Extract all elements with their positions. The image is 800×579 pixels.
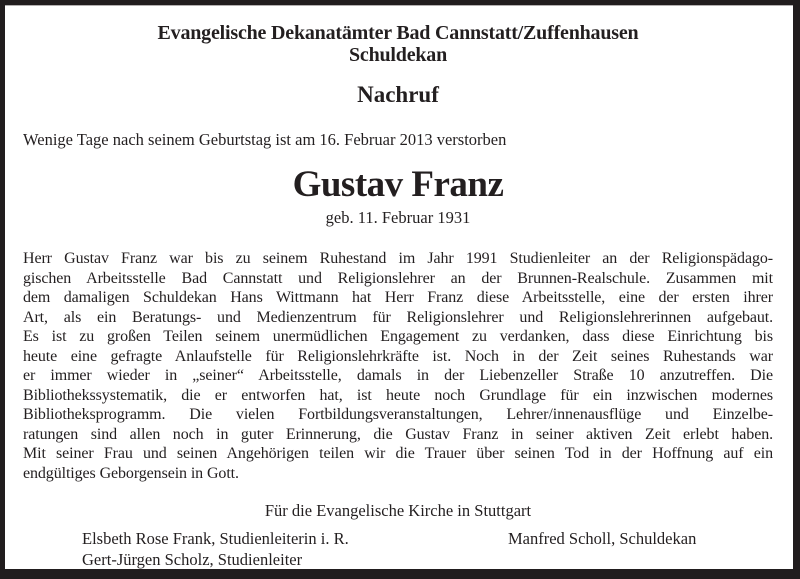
obituary-line: ratungen sind allen noch in guter Erinnerung, die Gustav Franz in seiner aktiven Zeit erlebt haben. [23, 425, 773, 443]
signature-column-right [508, 528, 696, 549]
signature-line: Manfred Scholl, Schuldekan [508, 529, 697, 548]
obituary-body [23, 249, 773, 483]
deceased-name: Gustav Franz [292, 164, 504, 205]
obituary-notice [5, 5, 793, 569]
obituary-line: er immer wieder in „seiner“ Arbeitsstelle, damals in der Liebenzeller Straße 10 anzutreffen. Die [23, 367, 773, 384]
obituary-line: dem damaligen Schuldekan Hans Wittmann hat Herr Franz diese Arbeitsstelle, eine der ersten ihrer [23, 289, 773, 306]
birth-date: geb. 11. Februar 1931 [325, 208, 471, 227]
obituary-line: Art, als ein Beratungs- und Medienzentrum für Religionslehrer und Religionslehrerinnen aufgebaut. [23, 308, 773, 326]
obituary-line: Es ist zu großen Teilen seinem unermüdlichen Engagement zu verdanken, dass diese Einrichtung bis [23, 328, 773, 345]
obituary-line: heute eine gefragte Anlaufstelle für Religionslehrkräfte ist. Noch in der Zeit seines Ruhestands war [23, 347, 773, 365]
obituary-line: gischen Arbeitsstelle Bad Cannstatt und Religionslehrer an der Brunnen-Realschule. Zusammen mit [23, 269, 773, 287]
obituary-line: Bibliothekssystematik, die er entworfen hat, ist heute noch Grundlage für ein inzwischen modernes [23, 386, 773, 404]
organization-line-1: Evangelische Dekanatämter Bad Cannstatt/Zuffenhausen [157, 22, 639, 44]
signature-line: Gert-Jürgen Scholz, Studienleiter [82, 550, 303, 569]
signature-line: Elsbeth Rose Frank, Studienleiterin i. R. [82, 529, 349, 548]
obituary-line: Bibliotheksprogramm. Die vielen Fortbildungsveranstaltungen, Lehrer/innenausflüge und Einzelbe- [23, 406, 773, 423]
obituary-line: Mit seiner Frau und seinen Angehörigen teilen wir die Trauer über seinen Tod in der Hoffnung auf ein [23, 445, 773, 462]
intro-text: Wenige Tage nach seinem Geburtstag ist am 16. Februar 2013 verstorben [23, 130, 507, 149]
obituary-line: Herr Gustav Franz war bis zu seinem Ruhestand im Jahr 1991 Studienleiter an der Religionspädago- [23, 250, 773, 267]
organization-header [23, 22, 773, 66]
obituary-line: endgültiges Geborgensein in Gott. [23, 464, 239, 482]
signature-block [23, 528, 773, 569]
closing-line: Für die Evangelische Kirche in Stuttgart [264, 501, 532, 520]
organization-line-2: Schuldekan [348, 44, 448, 66]
nachruf-heading: Nachruf [357, 82, 439, 107]
